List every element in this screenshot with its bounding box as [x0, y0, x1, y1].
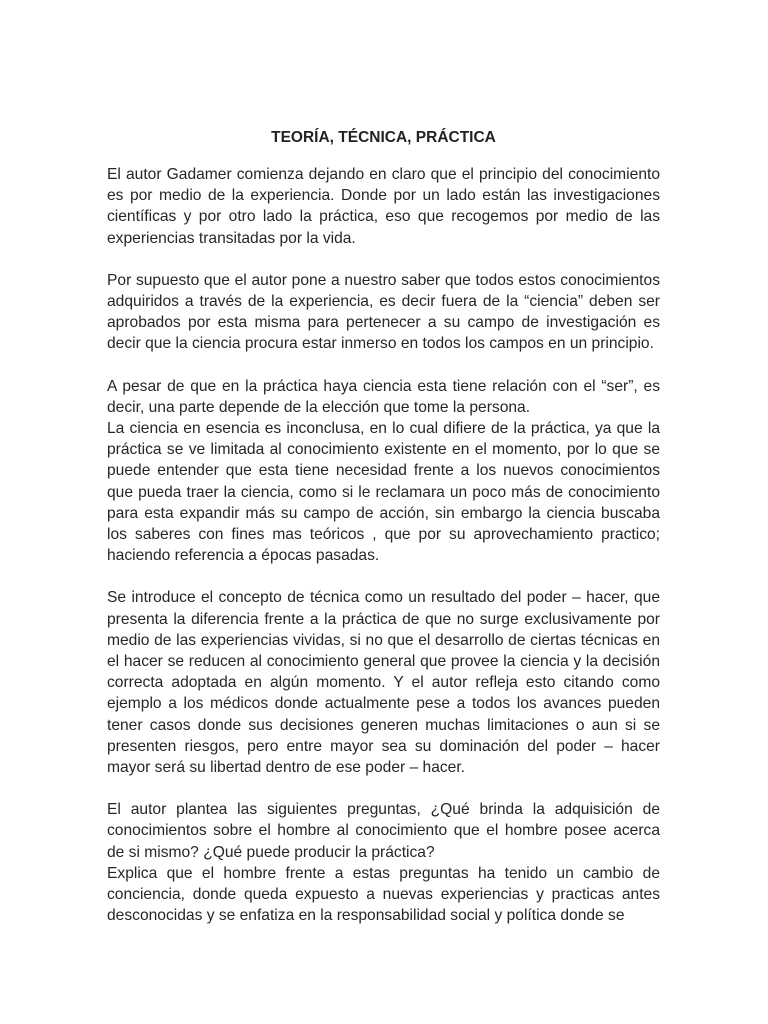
paragraph-7: Explica que el hombre frente a estas preguntas ha tenido un cambio de conciencia, donde queda expuesto a nuevas experiencias y practicas antes desconocidas y se enfatiza en la responsabilidad social y política donde se [107, 864, 660, 925]
paragraph-1: El autor Gadamer comienza dejando en claro que el principio del conocimiento es por medio de la experiencia. Donde por un lado están las investigaciones científicas y por otro lado la práctica, eso que recogemos por medio de las experiencias transitadas por la vida. [107, 166, 660, 247]
paragraph-5: Se introduce el concepto de técnica como un resultado del poder – hacer, que presenta la diferencia frente a la práctica de que no surge exclusivamente por medio de las experiencias vividas, si no que el desarrollo de ciertas técnicas en el hacer se reducen al conocimiento general que provee la ciencia y la decisión correcta adoptada en algún momento. Y el autor refleja esto citando como ejemplo a los médicos donde actualmente pese a todos los avances pueden tener casos donde sus decisiones generen muchas limitaciones o aun si se presenten riesgos, pero entre mayor sea su dominación del poder – hacer mayor será su libertad dentro de ese poder – hacer. [107, 589, 660, 777]
document-body [107, 164, 660, 927]
paragraph-2: Por supuesto que el autor pone a nuestro saber que todos estos conocimientos adquiridos a través de la experiencia, es decir fuera de la “ciencia” deben ser aprobados por esta misma para pertenecer a su campo de investigación es decir que la ciencia procura estar inmerso en todos los campos en un principio. [107, 271, 660, 353]
paragraph-6: El autor plantea las siguientes preguntas, ¿Qué brinda la adquisición de conocimientos sobre el hombre al conocimiento que el hombre posee acerca de si mismo? ¿Qué puede producir la práctica? [107, 801, 660, 861]
paragraph-4: La ciencia en esencia es inconclusa, en lo cual difiere de la práctica, ya que la práctica se ve limitada al conocimiento existente en el momento, por lo que se puede entender que esta tiene necesidad frente a los nuevos conocimientos que pueda traer la ciencia, como si le reclamara un poco más de conocimiento para esta expandir más su campo de acción, sin embargo la ciencia buscaba los saberes con fines mas teóricos , que por su aprovechamiento practico; haciendo referencia a épocas pasadas. [107, 420, 660, 565]
paragraph-3: A pesar de que en la práctica haya ciencia esta tiene relación con el “ser”, es decir, una parte depende de la elección que tome la persona. [107, 377, 660, 416]
document-title: TEORÍA, TÉCNICA, PRÁCTICA [271, 129, 496, 146]
